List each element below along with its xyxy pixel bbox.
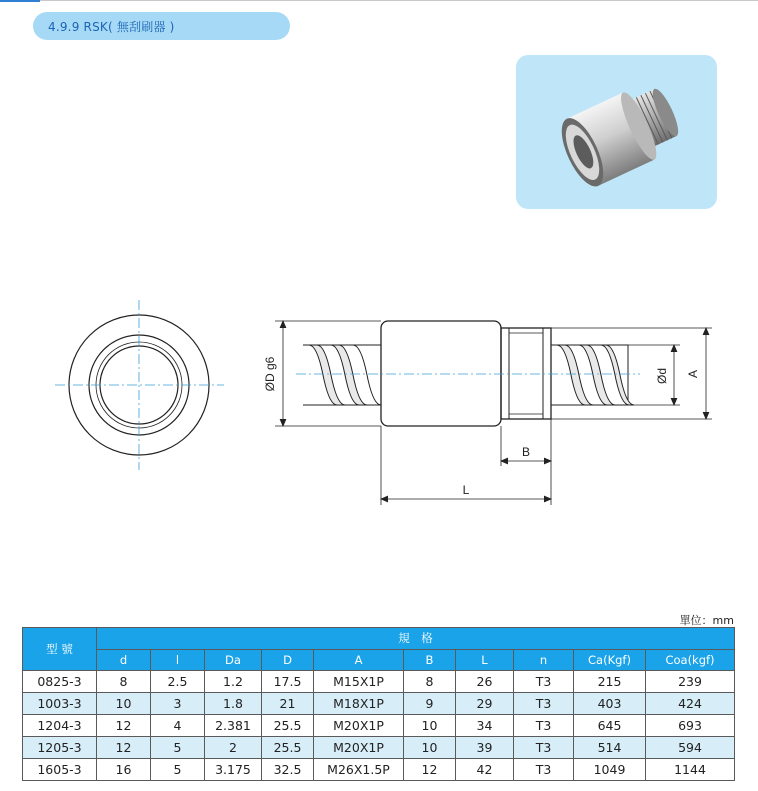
table-cell: 693 [646, 715, 735, 737]
table-cell: 215 [574, 671, 646, 693]
model-cell: 1003-3 [23, 693, 97, 715]
table-cell: M20X1P [314, 715, 404, 737]
table-cell: 10 [404, 737, 456, 759]
table-cell: 239 [646, 671, 735, 693]
table-cell: 32.5 [262, 759, 314, 781]
table-row [23, 715, 735, 737]
table-cell: 26 [456, 671, 514, 693]
end-view [55, 300, 224, 470]
table-cell: M18X1P [314, 693, 404, 715]
spec-table [22, 627, 735, 781]
column-header: n [514, 649, 574, 671]
column-header: Da [205, 649, 262, 671]
table-cell: 5 [151, 759, 205, 781]
column-header: A [314, 649, 404, 671]
table-cell: 2.381 [205, 715, 262, 737]
table-cell: 1049 [574, 759, 646, 781]
table-row [23, 671, 735, 693]
table-cell: M20X1P [314, 737, 404, 759]
dim-A-label: A [686, 369, 700, 379]
table-cell: 514 [574, 737, 646, 759]
model-cell: 1605-3 [23, 759, 97, 781]
table-cell: 39 [456, 737, 514, 759]
dim-L-label: L [462, 483, 470, 497]
table-cell: 17.5 [262, 671, 314, 693]
table-row [23, 737, 735, 759]
spec-table-body [23, 671, 735, 781]
table-cell: 42 [456, 759, 514, 781]
table-cell: 8 [97, 671, 151, 693]
table-cell: 645 [574, 715, 646, 737]
table-cell: 424 [646, 693, 735, 715]
table-row [23, 759, 735, 781]
table-cell: T3 [514, 759, 574, 781]
table-cell: T3 [514, 671, 574, 693]
table-cell: 10 [404, 715, 456, 737]
table-cell: T3 [514, 737, 574, 759]
column-header: l [151, 649, 205, 671]
section-title-text: 4.9.9 RSK( 無刮刷器 ) [48, 19, 175, 34]
side-view [296, 321, 640, 426]
table-cell: T3 [514, 715, 574, 737]
table-row [23, 693, 735, 715]
column-header-row [23, 649, 735, 671]
table-cell: 3 [151, 693, 205, 715]
table-cell: 9 [404, 693, 456, 715]
table-cell: 1.8 [205, 693, 262, 715]
model-cell: 1205-3 [23, 737, 97, 759]
table-cell: 12 [404, 759, 456, 781]
column-header: D [262, 649, 314, 671]
column-header: B [404, 649, 456, 671]
table-cell: 1.2 [205, 671, 262, 693]
dim-B-label: B [521, 445, 531, 459]
table-cell: 2 [205, 737, 262, 759]
model-cell: 1204-3 [23, 715, 97, 737]
spec-group-header: 規 格 [97, 628, 735, 650]
column-header: L [456, 649, 514, 671]
model-cell: 0825-3 [23, 671, 97, 693]
table-cell: 10 [97, 693, 151, 715]
table-cell: 21 [262, 693, 314, 715]
table-cell: 1144 [646, 759, 735, 781]
table-cell: 594 [646, 737, 735, 759]
table-cell: 12 [97, 715, 151, 737]
table-cell: 5 [151, 737, 205, 759]
table-cell: 8 [404, 671, 456, 693]
table-cell: 25.5 [262, 715, 314, 737]
dim-d-label: Ød [655, 367, 669, 385]
table-cell: 12 [97, 737, 151, 759]
table-cell: 16 [97, 759, 151, 781]
column-header: d [97, 649, 151, 671]
table-cell: 29 [456, 693, 514, 715]
table-cell: 3.175 [205, 759, 262, 781]
table-cell: 34 [456, 715, 514, 737]
table-cell: M26X1.5P [314, 759, 404, 781]
dim-D-label: ØD g6 [263, 356, 277, 392]
model-header: 型 號 [23, 628, 97, 671]
table-cell: M15X1P [314, 671, 404, 693]
table-cell: 4 [151, 715, 205, 737]
table-cell: T3 [514, 693, 574, 715]
table-cell: 403 [574, 693, 646, 715]
table-cell: 25.5 [262, 737, 314, 759]
unit-label: 單位：mm [679, 614, 734, 627]
table-cell: 2.5 [151, 671, 205, 693]
column-header: Ca(Kgf) [574, 649, 646, 671]
column-header: Coa(kgf) [646, 649, 735, 671]
